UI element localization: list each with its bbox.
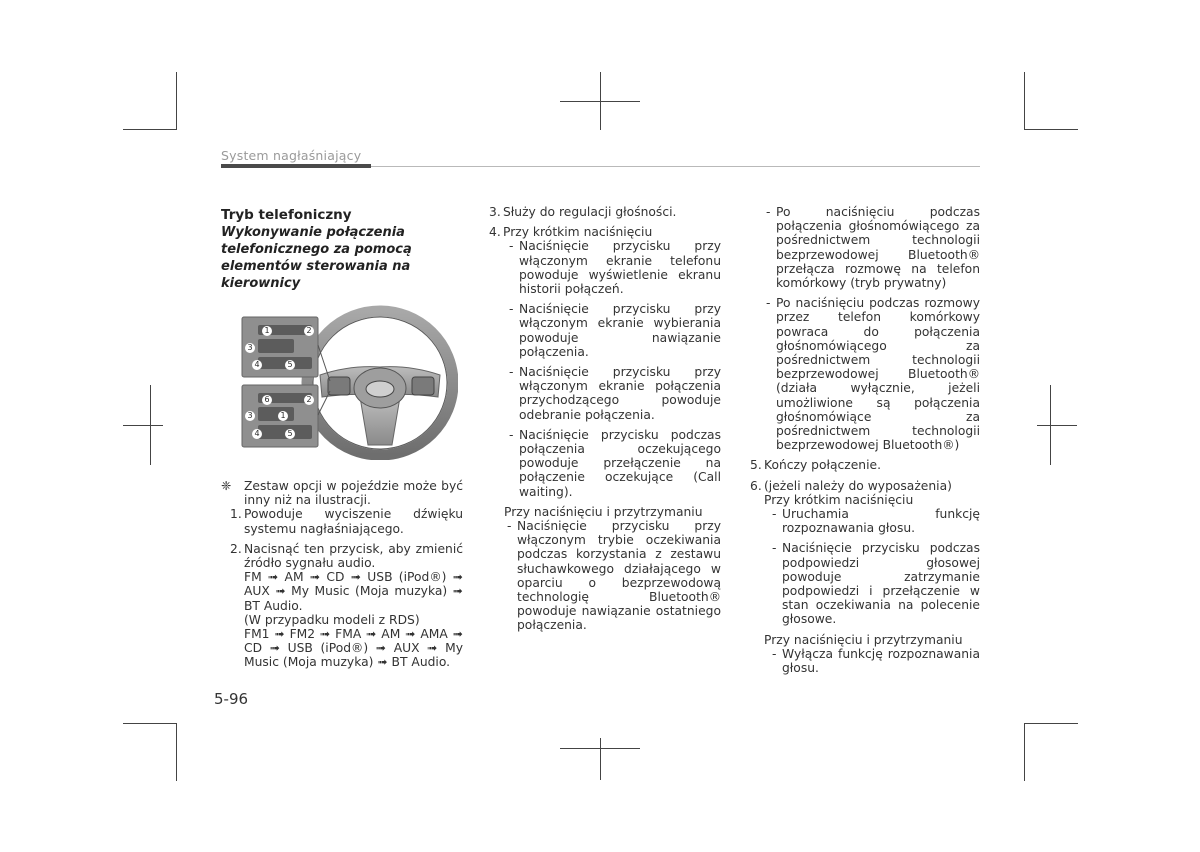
item-number: 4.: [489, 225, 501, 240]
header-rule: [371, 166, 980, 167]
source-sequence: FM ➟ AM ➟ CD ➟ USB (iPod®) ➟ AUX ➟ My Music (Moja muzyka) ➟ BT Audio.: [244, 570, 463, 613]
note: [221, 479, 463, 507]
callout-2b: 2: [304, 395, 314, 405]
item-number: 3.: [489, 205, 501, 219]
rds-note: (W przypadku modeli z RDS): [244, 612, 420, 627]
dash-item: - Po naciśnięciu podczas połączenia głośnomówiącego za pośrednictwem technologii bezprzewodowej Bluetooth® przełącza rozmowę na telefon komórkowy (tryb prywatny): [764, 205, 980, 290]
short-press-label: Przy krótkim naciśnięciu: [764, 492, 914, 507]
item-text: Przy krótkim naciśnięciu: [503, 225, 653, 240]
item-number: 2.: [230, 541, 242, 556]
item-text: Nacisnąć ten przycisk, aby zmienić źródło sygnału audio.: [244, 541, 463, 571]
right-column: [750, 205, 980, 675]
dash-item: - Naciśnięcie przycisku podczas podpowiedzi głosowej powoduje zatrzymanie podpowiedzi i przełączenie w stan oczekiwania na polecenie głosowe.: [770, 541, 980, 626]
dash-item: - Uruchamia funkcję rozpoznawania głosu.: [770, 507, 980, 535]
item-number: 6.: [750, 478, 762, 493]
callout-2: 2: [304, 326, 314, 336]
list-item: [489, 225, 721, 239]
list-item: [221, 542, 463, 670]
callout-3b: 3: [245, 411, 255, 421]
callout-1: 1: [262, 326, 272, 336]
list-item: [489, 205, 721, 219]
dash-item: - Wyłącza funkcję rozpoznawania głosu.: [770, 647, 980, 675]
section-heading: Tryb telefoniczny: [221, 207, 352, 223]
callout-6: 6: [262, 395, 272, 405]
dash-item: - Naciśnięcie przycisku przy włączonym ekranie telefonu powoduje wyświetlenie ekranu historii połączeń.: [507, 239, 721, 296]
callout-1b: 1: [278, 411, 288, 421]
note-symbol: ❈: [221, 479, 232, 493]
steering-wheel-illustration: [240, 305, 458, 460]
item-text: Służy do regulacji głośności.: [503, 205, 677, 219]
header-accent-bar: [221, 164, 371, 168]
dash-item: - Naciśnięcie przycisku przy włączonym ekranie wybierania powoduje nawiązanie połączenia.: [507, 302, 721, 359]
item-text: (jeżeli należy do wyposażenia): [764, 478, 952, 493]
callout-4b: 4: [252, 429, 262, 439]
page-number: 5-96: [214, 690, 249, 708]
callout-5: 5: [285, 360, 295, 370]
dash-item: - Naciśnięcie przycisku podczas połączenia oczekującego powoduje przełączenie na połączenie oczekujące (Call waiting).: [507, 428, 721, 499]
left-items: [221, 479, 463, 670]
dash-item: - Naciśnięcie przycisku przy włączonym trybie oczekiwania podczas korzystania z zestawu słuchawkowego działającego w oparciu o bezprzewodową technologię Bluetooth® powoduje nawiązanie ostatniego połączenia.: [505, 519, 721, 633]
section-subheading: Wykonywanie połączenia telefonicznego za pomocą elementów sterowania na kierownicy: [221, 225, 412, 291]
callout-4: 4: [252, 360, 262, 370]
item-text: Powoduje wyciszenie dźwięku systemu nagłaśniającego.: [244, 507, 463, 536]
list-item: [221, 507, 463, 535]
left-column: [221, 207, 463, 292]
item-number: 5.: [750, 458, 762, 473]
item-number: 1.: [230, 507, 242, 522]
hold-label: Przy naciśnięciu i przytrzymaniu: [504, 504, 703, 519]
middle-column: [489, 205, 721, 633]
callout-5b: 5: [285, 429, 295, 439]
list-item: [750, 479, 980, 507]
list-item: [750, 458, 980, 472]
note-text: Zestaw opcji w pojeździe może być inny niż na ilustracji.: [244, 479, 463, 508]
hold-label: Przy naciśnięciu i przytrzymaniu: [764, 632, 963, 647]
source-sequence-rds: FM1 ➟ FM2 ➟ FMA ➟ AM ➟ AMA ➟ CD ➟ USB (iPod®) ➟ AUX ➟ My Music (Moja muzyka) ➟ BT Audio.: [244, 627, 463, 670]
steering-wheel-svg: [240, 305, 458, 460]
dash-item: - Po naciśnięciu podczas rozmowy przez telefon komórkowy powraca do połączenia głośnomówiącego za pośrednictwem technologii bezprzewodowej Bluetooth® (działa wyłącznie, jeżeli umożliwione są połączenia głośnomówiące za pośrednictwem technologii bezprzewodowej Bluetooth®): [764, 296, 980, 452]
item-text: Kończy połączenie.: [764, 458, 881, 473]
section-title: System nagłaśniający: [221, 148, 362, 163]
callout-3: 3: [245, 343, 255, 353]
dash-item: - Naciśnięcie przycisku przy włączonym ekranie połączenia przychodzącego powoduje odebranie połączenia.: [507, 365, 721, 422]
